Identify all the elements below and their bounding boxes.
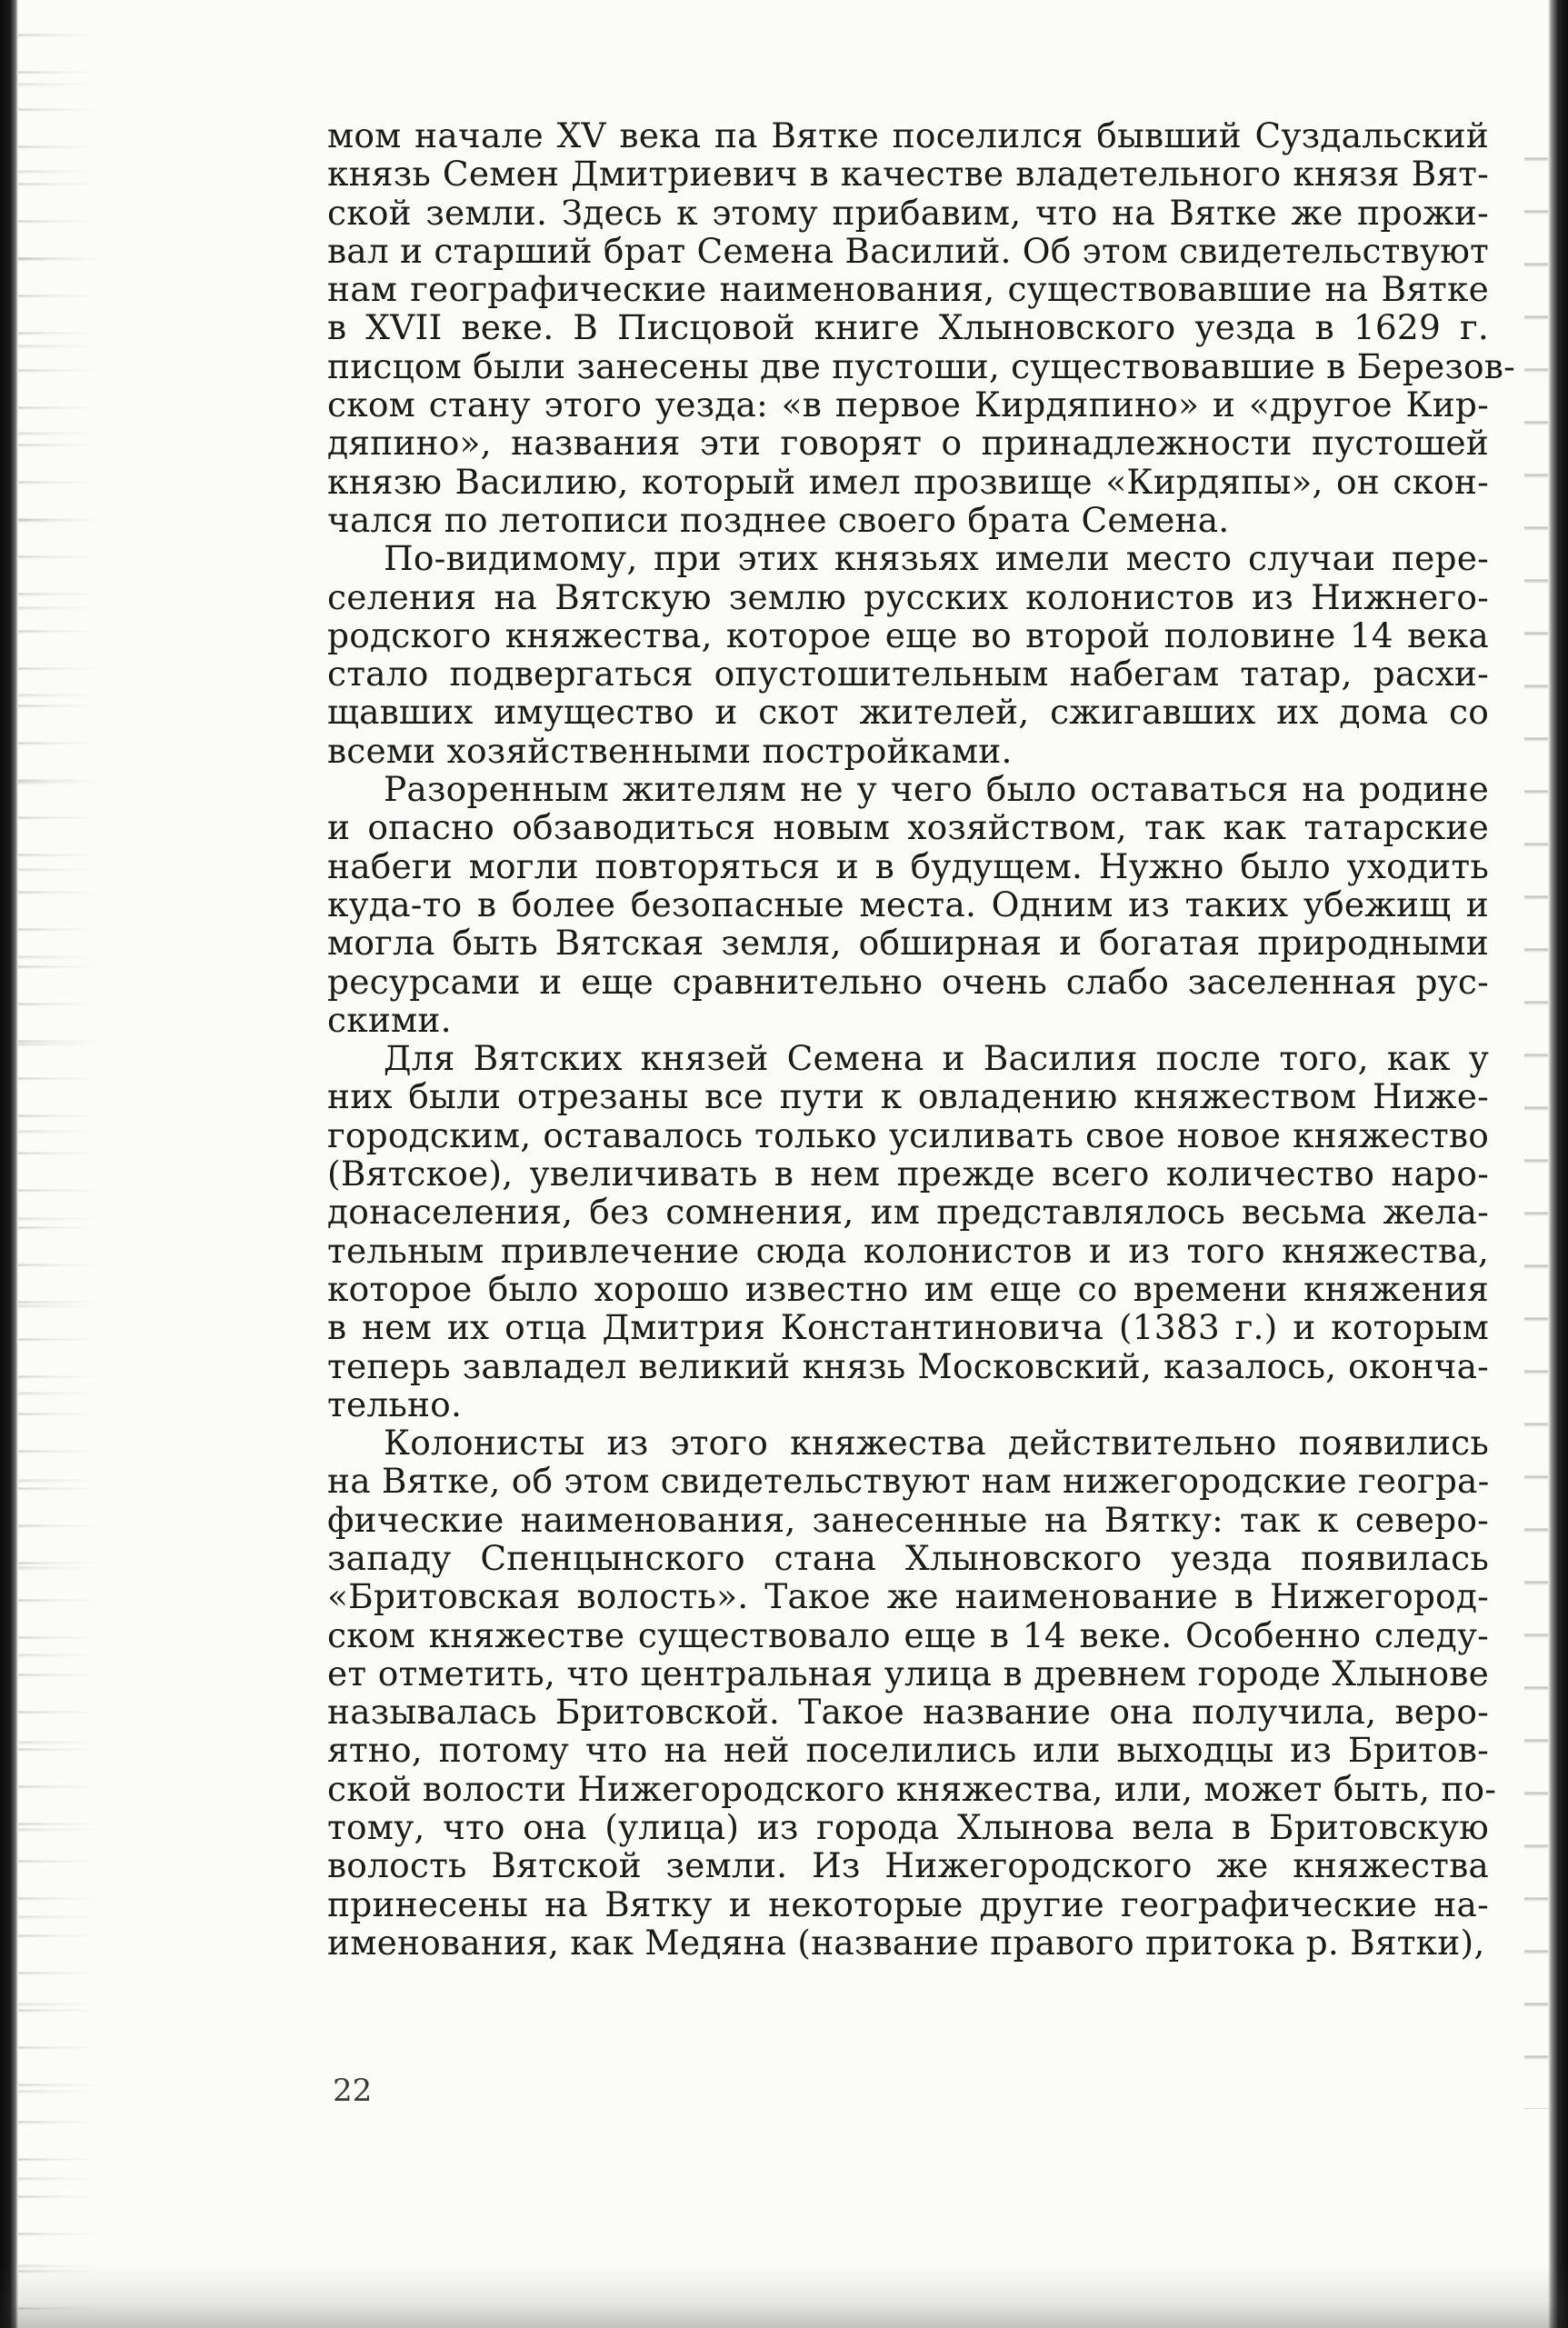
- text-line: Колонисты из этого княжества действительно появились: [384, 1423, 1489, 1464]
- text-line: ской волости Нижегородского княжества, или, может быть, по-: [327, 1768, 1497, 1809]
- text-line: ет отметить, что центральная улица в древнем городе Хлынове: [327, 1653, 1489, 1694]
- text-line: донаселения, без сомнения, им представлялось весьма жела-: [327, 1192, 1489, 1233]
- text-line: князь Семен Дмитриевич в качестве владетельного князя Вят-: [327, 154, 1489, 195]
- page-number: 22: [333, 2073, 373, 2109]
- text-line: теперь завладел великий князь Московский, казалось, оконча-: [327, 1345, 1489, 1386]
- text-line: стало подвергаться опустошительным набегам татар, расхи-: [327, 654, 1489, 694]
- left-binding-shadow: [0, 0, 18, 2328]
- text-line: ятно, потому что на ней поселились или выходцы из Бритов-: [327, 1730, 1489, 1771]
- text-line: тельно.: [327, 1384, 463, 1424]
- text-line: в XVII веке. В Писцовой книге Хлыновского уезда в 1629 г.: [327, 307, 1489, 348]
- text-line: называлась Бритовской. Такое название она получила, веро-: [327, 1692, 1489, 1733]
- text-line: вал и старший брат Семена Василий. Об этом свидетельствуют: [327, 230, 1489, 271]
- text-line: волость Вятской земли. Из Нижегородского же княжества: [327, 1845, 1489, 1886]
- text-line: Разоренным жителям не у чего было оставаться на родине: [384, 769, 1489, 810]
- text-line: принесены на Вятку и некоторые другие географические на-: [327, 1883, 1489, 1924]
- text-line: чался по летописи позднее своего брата Семена.: [327, 499, 1230, 540]
- text-line: которое было хорошо известно им еще со времени княжения: [327, 1268, 1489, 1309]
- text-line: щавших имущество и скот жителей, сжигавших их дома со: [327, 692, 1489, 733]
- right-edge-shadow: [1548, 0, 1568, 2328]
- text-line: ской земли. Здесь к этому прибавим, что на Вятке же прожи-: [327, 192, 1489, 233]
- text-line: западу Спенцынского стана Хлыновского уезда появилась: [327, 1537, 1489, 1578]
- text-line: дяпино», названия эти говорят о принадлежности пустошей: [327, 423, 1489, 464]
- paragraph: [327, 115, 1515, 540]
- text-line: «Бритовская волость». Такое же наименование в Нижегород-: [327, 1576, 1489, 1617]
- text-line: куда-то в более безопасные места. Одним из таких убежищ и: [327, 884, 1489, 924]
- text-line: фические наименования, занесенные на Вятку: так к северо-: [327, 1499, 1489, 1540]
- text-line: скими.: [327, 999, 452, 1040]
- text-line: ском княжестве существовало еще в 14 веке. Особенно следу-: [327, 1614, 1489, 1655]
- text-line: них были отрезаны все пути к овладению княжеством Ниже-: [327, 1076, 1489, 1117]
- text-line: Для Вятских князей Семена и Василия после того, как у: [384, 1038, 1489, 1079]
- text-line: на Вятке, об этом свидетельствуют нам нижегородские геогра-: [327, 1461, 1490, 1502]
- text-line: городским, оставалось только усиливать свое новое княжество: [327, 1114, 1489, 1155]
- text-line: По-видимому, при этих князьях имели место случаи пере-: [384, 538, 1489, 579]
- text-line: именования, как Медяна (название правого притока р. Вятки),: [327, 1922, 1485, 1963]
- text-line: ресурсами и еще сравнительно очень слабо заселенная рус-: [327, 961, 1489, 1002]
- paragraph: [327, 1423, 1497, 1963]
- text-line: ском стану этого уезда: «в первое Кирдяпино» и «другое Кир-: [327, 385, 1489, 425]
- text-line: могла быть Вятская земля, обширная и богатая природными: [327, 923, 1489, 964]
- bottom-edge-shadow: [0, 2264, 1568, 2328]
- paragraph: [327, 539, 1489, 770]
- text-line: селения на Вятскую землю русских колонистов из Нижнего-: [327, 576, 1489, 617]
- text-line: и опасно обзаводиться новым хозяйством, так как татарские: [327, 807, 1489, 848]
- text-line: набеги могли повторяться и в будущем. Нужно было уходить: [327, 845, 1489, 886]
- text-line: нам географические наименования, существовавшие на Вятке: [327, 269, 1489, 310]
- right-margin-noise: [1524, 109, 1548, 2109]
- body-text: [327, 115, 1515, 1963]
- paragraph: [327, 1039, 1489, 1424]
- text-line: тельным привлечение сюда колонистов и из того княжества,: [327, 1230, 1489, 1271]
- left-margin-noise: [18, 0, 100, 2328]
- text-line: родского княжества, которое еще во второй половине 14 века: [327, 614, 1489, 655]
- text-line: тому, что она (улица) из города Хлынова вела в Бритовскую: [327, 1807, 1489, 1848]
- text-line: мом начале XV века па Вятке поселился бывший Суздальский: [327, 115, 1489, 155]
- paragraph: [327, 770, 1489, 1039]
- text-line: всеми хозяйственными постройками.: [327, 730, 1013, 771]
- text-line: писцом были занесены две пустоши, существовавшие в Березов-: [327, 345, 1515, 386]
- text-line: (Вятское), увеличивать в нем прежде всего количество наро-: [327, 1154, 1489, 1194]
- text-line: князю Василию, который имел прозвище «Кирдяпы», он скон-: [327, 461, 1489, 502]
- text-line: в нем их отца Дмитрия Константиновича (1383 г.) и которым: [327, 1307, 1489, 1348]
